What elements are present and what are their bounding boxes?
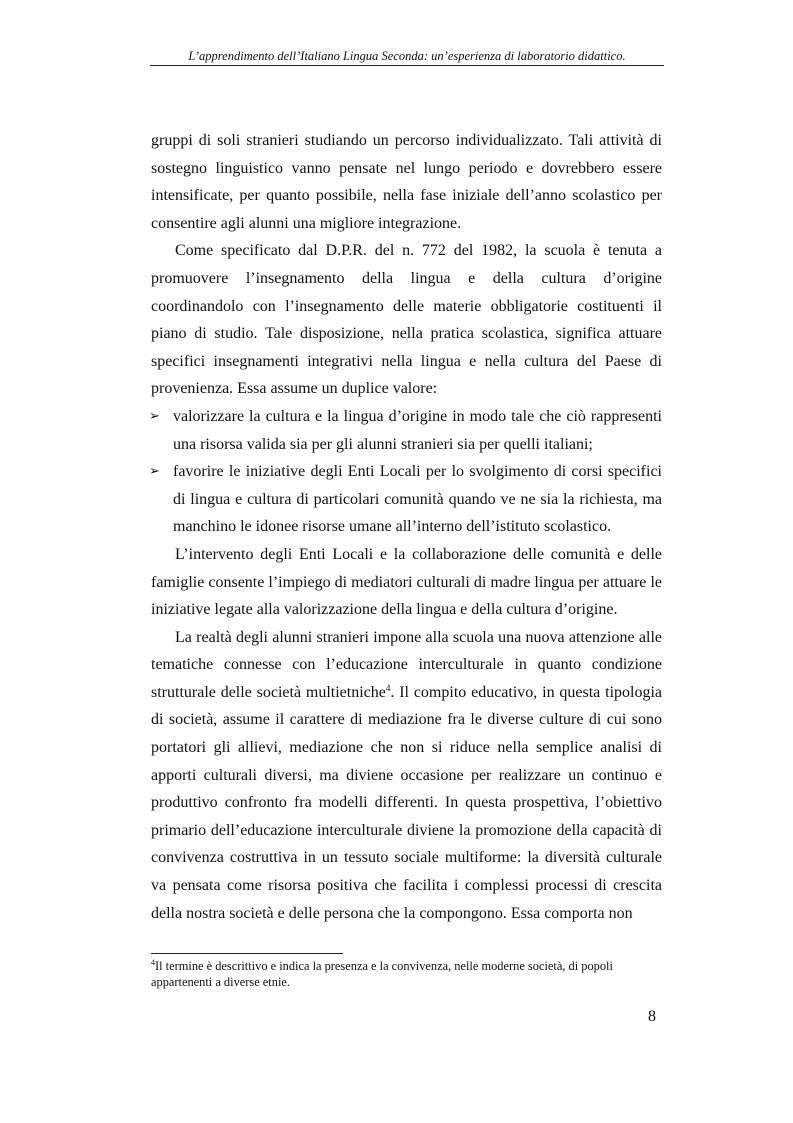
- footnote-number: 4: [151, 958, 155, 967]
- bullet-list: [151, 403, 662, 541]
- footnote-text: Il termine è descrittivo e indica la presenza e la convivenza, nelle moderne società, di popoli appartenenti a diverse etnie.: [151, 959, 613, 989]
- arrow-bullet-icon: ➢: [149, 464, 160, 480]
- list-item-text: valorizzare la cultura e la lingua d’origine in modo tale che ciò rappresenti una risorsa valida sia per gli alunni stranieri sia per quelli italiani;: [173, 407, 662, 453]
- footnote-separator: [151, 953, 343, 954]
- footnote-reference: 4: [385, 682, 391, 693]
- list-item-text: favorire le iniziative degli Enti Locali per lo svolgimento di corsi specifici di lingua e cultura di particolari comunità quando ve ne sia la richiesta, ma manchino le idonee risorse umane all’interno dell’istituto scolastico.: [173, 463, 662, 536]
- list-item: [151, 458, 662, 541]
- footnote: [151, 959, 665, 990]
- body-text: [151, 127, 662, 927]
- paragraph-1: gruppi di soli stranieri studiando un percorso individualizzato. Tali attività di sostegno linguistico vanno pensate nel lungo periodo e dovrebbero essere intensificate, per quanto possibile, nella fase iniziale dell’anno scolastico per consentire agli alunni una migliore integrazione.: [151, 132, 662, 232]
- paragraph-4-start: La realtà degli alunni stranieri impone alla scuola una nuova attenzione alle tematiche connesse con l’educazione interculturale in quanto condizione strutturale delle società multietniche: [151, 628, 662, 701]
- arrow-bullet-icon: ➢: [149, 408, 160, 424]
- paragraph-3: L’intervento degli Enti Locali e la collaborazione delle comunità e delle famiglie consente l’impiego di mediatori culturali di madre lingua per attuare le iniziative legate alla valorizzazione della lingua e della cultura d’origine.: [151, 545, 662, 619]
- paragraph-4-end: . Il compito educativo, in questa tipologia di società, assume il carattere di mediazione fra le diverse culture di cui sono portatori gli allievi, mediazione che non si riduce nella semplice analisi di apporti culturali diversi, ma diviene occasione per realizzare un continuo e produttivo confronto fra modelli differenti. In questa prospettiva, l’obiettivo primario dell’educazione interculturale diviene la promozione della capacità di convivenza costruttiva in un tessuto sociale multiforme: la diversità culturale va pensata come risorsa positiva che facilita i complessi processi di crescita della nostra società e delle persona che la compongono. Essa comporta non: [151, 683, 663, 922]
- paragraph-2: Come specificato dal D.P.R. del n. 772 del 1982, la scuola è tenuta a promuovere l’insegnamento della lingua e della cultura d’origine coordinandolo con l’insegnamento delle materie obbligatorie costituenti il piano di studio. Tale disposizione, nella pratica scolastica, significa attuare specifici insegnamenti integrativi nella lingua e nella cultura del Paese di provenienza. Essa assume un duplice valore:: [151, 242, 662, 398]
- list-item: [151, 403, 662, 458]
- paragraph-4: [151, 624, 662, 928]
- page-number: 8: [648, 1008, 656, 1025]
- running-header: L’apprendimento dell’Italiano Lingua Seconda: un’esperienza di laboratorio didattico.: [150, 48, 664, 66]
